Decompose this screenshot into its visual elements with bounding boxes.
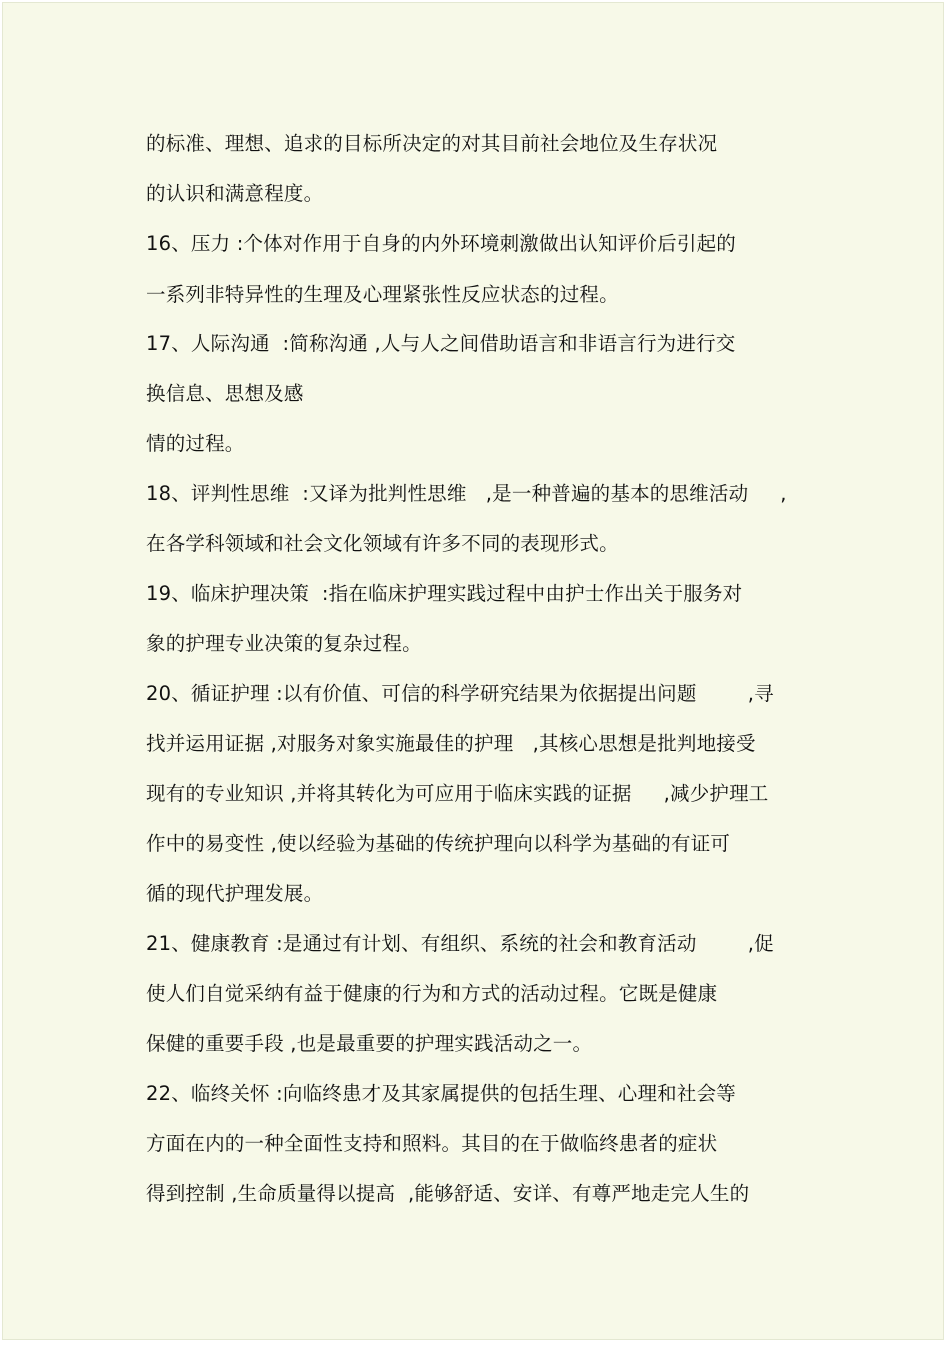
text-line: 找并运用证据 ,对服务对象实施最佳的护理 ,其核心思想是批判地接受 [146, 732, 756, 755]
text-line: 一系列非特异性的生理及心理紧张性反应状态的过程。 [146, 283, 619, 306]
text-line: 16、压力 :个体对作用于自身的内外环境刺激做出认知评价后引起的 [146, 232, 736, 255]
text-line: 保健的重要手段 ,也是最重要的护理实践活动之一。 [146, 1032, 593, 1055]
text-line: 情的过程。 [146, 432, 245, 455]
text-line: 21、健康教育 :是通过有计划、有组织、系统的社会和教育活动 ,促 [146, 932, 774, 955]
text-line: 象的护理专业决策的复杂过程。 [146, 632, 422, 655]
text-line: 22、临终关怀 :向临终患才及其家属提供的包括生理、心理和社会等 [146, 1082, 736, 1105]
text-line: 的标准、理想、追求的目标所决定的对其目前社会地位及生存状况 [146, 132, 718, 155]
document-page [2, 2, 944, 1340]
text-line: 17、人际沟通 :简称沟通 ,人与人之间借助语言和非语言行为进行交 [146, 332, 736, 355]
text-line: 20、循证护理 :以有价值、可信的科学研究结果为依据提出问题 ,寻 [146, 682, 774, 705]
text-line: 循的现代护理发展。 [146, 882, 324, 905]
text-line: 使人们自觉采纳有益于健康的行为和方式的活动过程。它既是健康 [146, 982, 718, 1005]
text-line: 作中的易变性 ,使以经验为基础的传统护理向以科学为基础的有证可 [146, 832, 731, 855]
text-line: 18、评判性思维 :又译为批判性思维 ,是一种普遍的基本的思维活动 , [146, 482, 787, 505]
text-line: 的认识和满意程度。 [146, 182, 324, 205]
text-line: 换信息、思想及感 [146, 382, 304, 405]
text-line: 方面在内的一种全面性支持和照料。其目的在于做临终患者的症状 [146, 1132, 718, 1155]
text-line: 19、临床护理决策 :指在临床护理实践过程中由护士作出关于服务对 [146, 582, 743, 605]
text-line: 得到控制 ,生命质量得以提高 ,能够舒适、安详、有尊严地走完人生的 [146, 1182, 750, 1205]
text-line: 现有的专业知识 ,并将其转化为可应用于临床实践的证据 ,减少护理工 [146, 782, 769, 805]
text-line: 在各学科领域和社会文化领域有许多不同的表现形式。 [146, 532, 619, 555]
